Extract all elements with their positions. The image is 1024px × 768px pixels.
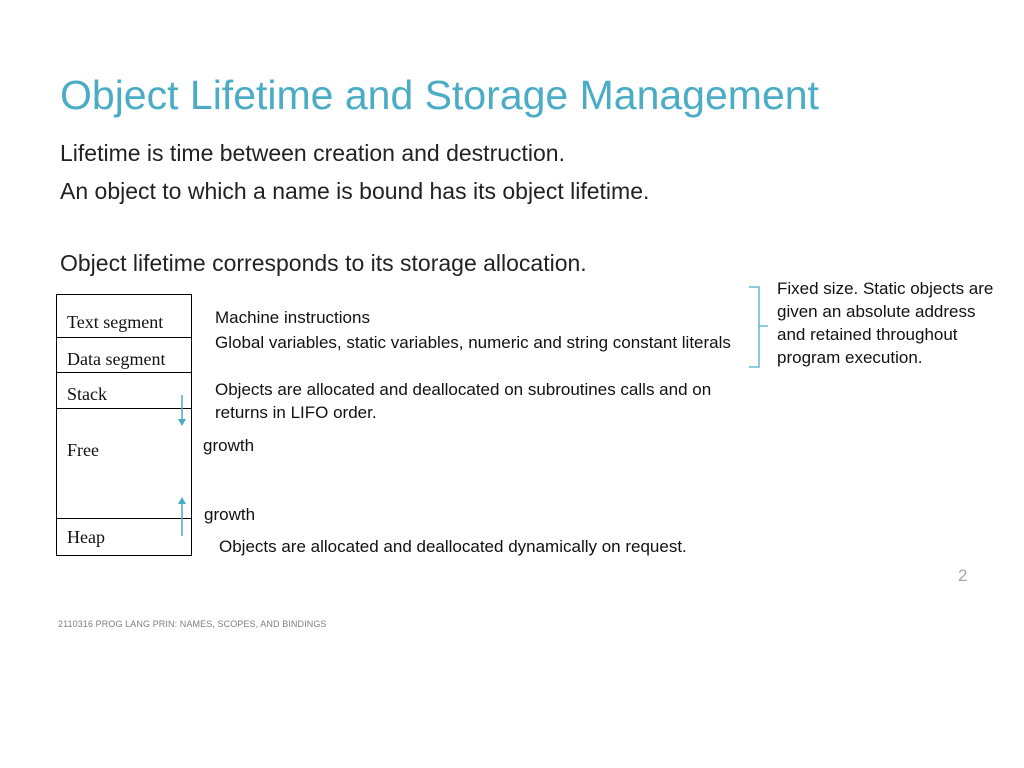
stack-growth-arrow-icon	[178, 395, 186, 426]
free-label: Free	[67, 440, 99, 460]
stack-description: Objects are allocated and deallocated on subroutines calls and on returns in LIFO order.	[215, 380, 712, 422]
bullet-storage-allocation: Object lifetime corresponds to its storage allocation.	[60, 250, 587, 276]
heap-label: Heap	[67, 527, 105, 547]
static-objects-note: Fixed size. Static objects are given an absolute address and retained throughout program execution.	[777, 279, 994, 367]
heap-description: Objects are allocated and deallocated dynamically on request.	[219, 537, 687, 556]
slide-title: Object Lifetime and Storage Management	[60, 72, 819, 118]
bullet-lifetime-definition: Lifetime is time between creation and destruction.	[60, 140, 565, 166]
static-bracket-icon	[749, 287, 768, 367]
text-segment-label: Text segment	[67, 312, 164, 332]
heap-growth-arrow-icon	[178, 497, 186, 536]
page-number: 2	[958, 566, 968, 585]
stack-label: Stack	[67, 384, 107, 404]
footer-course-title: 2110316 PROG LANG PRIN: NAMES, SCOPES, AND BINDINGS	[58, 619, 327, 629]
stack-growth-label: growth	[203, 436, 255, 455]
text-segment-description: Machine instructions	[215, 308, 370, 327]
heap-growth-label: growth	[204, 505, 256, 524]
bullet-bound-name-lifetime: An object to which a name is bound has its object lifetime.	[60, 178, 650, 204]
data-segment-description: Global variables, static variables, numeric and string constant literals	[215, 333, 731, 352]
data-segment-label: Data segment	[67, 349, 166, 369]
